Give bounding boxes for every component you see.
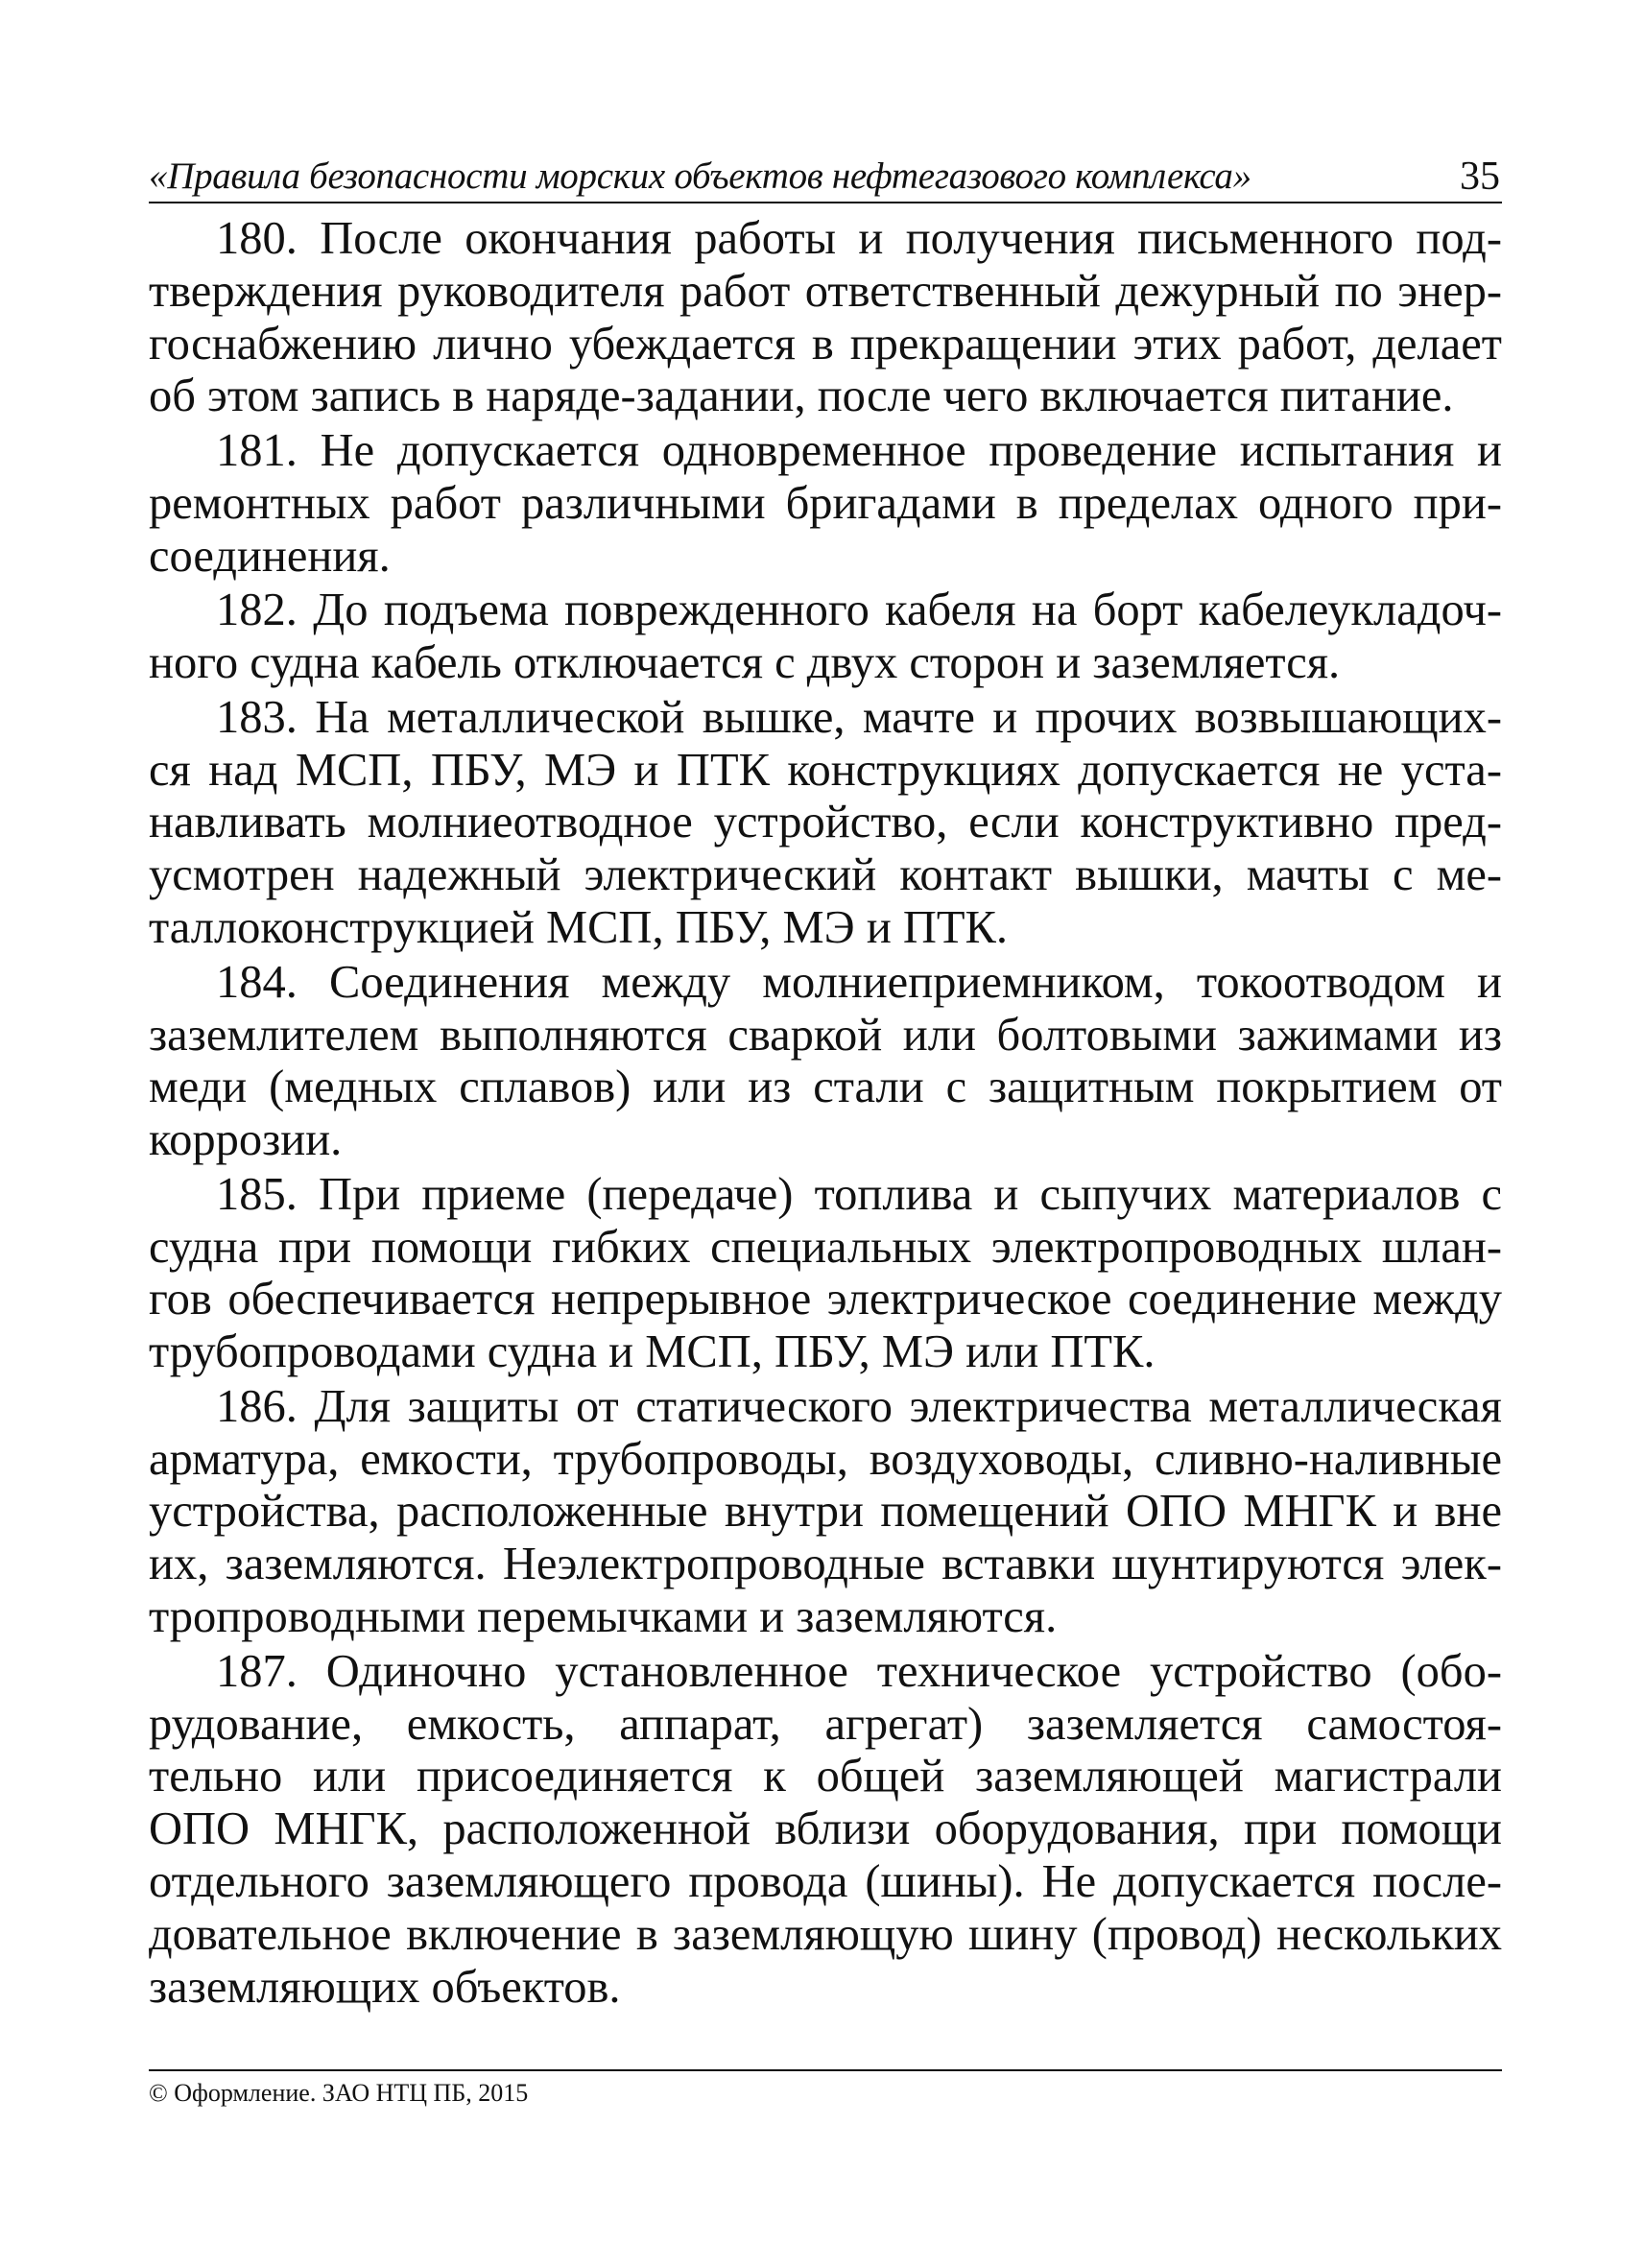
paragraph [149, 692, 1502, 955]
text-line: 186. Для защиты от статического электричества металлическая [216, 1380, 1502, 1432]
text-line: госнабжению лично убеждается в прекращении этих работ, делает [149, 318, 1502, 370]
text-line: навливать молниеотводное устройство, если конструктивно пред- [149, 797, 1502, 848]
text-line: ся над МСП, ПБУ, МЭ и ПТК конструкциях допускается не уста- [149, 744, 1502, 796]
text-line: арматура, емкости, трубопроводы, воздуховоды, сливно-наливные [149, 1433, 1502, 1485]
text-line: их, заземляются. Неэлектропроводные вставки шунтируются элек- [149, 1539, 1502, 1590]
paragraph [149, 585, 1502, 690]
text-line: заземляющих объектов. [149, 1961, 621, 2013]
paragraph [149, 213, 1502, 423]
text-line: заземлителем выполняются сваркой или болтовыми зажимами из [149, 1009, 1502, 1061]
text-line: соединения. [149, 530, 391, 582]
text-line: 181. Не допускается одновременное проведение испытания и [216, 425, 1502, 477]
page-number: 35 [1460, 155, 1500, 199]
body-text [149, 213, 1502, 2016]
text-line: рудование, емкость, аппарат, агрегат) заземляется самостоя- [149, 1698, 1502, 1750]
text-line: устройства, расположенные внутри помещений ОПО МНГК и вне [149, 1486, 1502, 1538]
text-line: тропроводными перемычками и заземляются. [149, 1591, 1058, 1643]
text-line: об этом запись в наряде-задании, после чего включается питание. [149, 370, 1454, 422]
text-line: 184. Соединения между молниеприемником, токоотводом и [216, 956, 1502, 1008]
text-line: 183. На металлической вышке, мачте и прочих возвышающих- [216, 691, 1502, 743]
running-header [149, 152, 1502, 203]
text-line: 180. После окончания работы и получения письменного под- [216, 213, 1502, 264]
paragraph [149, 1169, 1502, 1379]
page-footer [149, 2069, 1502, 2108]
text-line: ного судна кабель отключается с двух сторон и заземляется. [149, 637, 1341, 689]
paragraph [149, 425, 1502, 583]
text-line: 182. До подъема поврежденного кабеля на борт кабелеукладоч- [216, 585, 1502, 636]
text-line: 185. При приеме (передаче) топлива и сыпучих материалов с [216, 1168, 1502, 1220]
text-line: судна при помощи гибких специальных электропроводных шлан- [149, 1221, 1502, 1273]
text-line: тверждения руководителя работ ответственный дежурный по энер- [149, 265, 1502, 317]
text-line: меди (медных сплавов) или из стали с защитным покрытием от [149, 1062, 1502, 1113]
text-line: 187. Одиночно установленное техническое устройство (обо- [216, 1645, 1502, 1697]
text-line: коррозии. [149, 1114, 343, 1166]
text-line: ОПО МНГК, расположенной вблизи оборудования, при помощи [149, 1803, 1502, 1855]
paragraph [149, 1646, 1502, 2015]
text-line: гов обеспечивается непрерывное электрическое соединение между [149, 1274, 1502, 1325]
text-line: отдельного заземляющего провода (шины). Не допускается после- [149, 1855, 1502, 1907]
copyright-notice: © Оформление. ЗАО НТЦ ПБ, 2015 [149, 2079, 529, 2107]
text-line: ремонтных работ различными бригадами в пределах одного при- [149, 477, 1502, 529]
paragraph [149, 957, 1502, 1167]
text-line: тельно или присоединяется к общей заземляющей магистрали [149, 1751, 1502, 1802]
text-line: усмотрен надежный электрический контакт вышки, мачты с ме- [149, 849, 1502, 901]
paragraph [149, 1381, 1502, 1644]
text-line: таллоконструкцией МСП, ПБУ, МЭ и ПТК. [149, 902, 1009, 954]
text-line: довательное включение в заземляющую шину (провод) нескольких [149, 1908, 1502, 1960]
header-title: «Правила безопасности морских объектов нефтегазового комплекса» [149, 155, 1251, 197]
text-line: трубопроводами судна и МСП, ПБУ, МЭ или ПТК. [149, 1326, 1156, 1378]
